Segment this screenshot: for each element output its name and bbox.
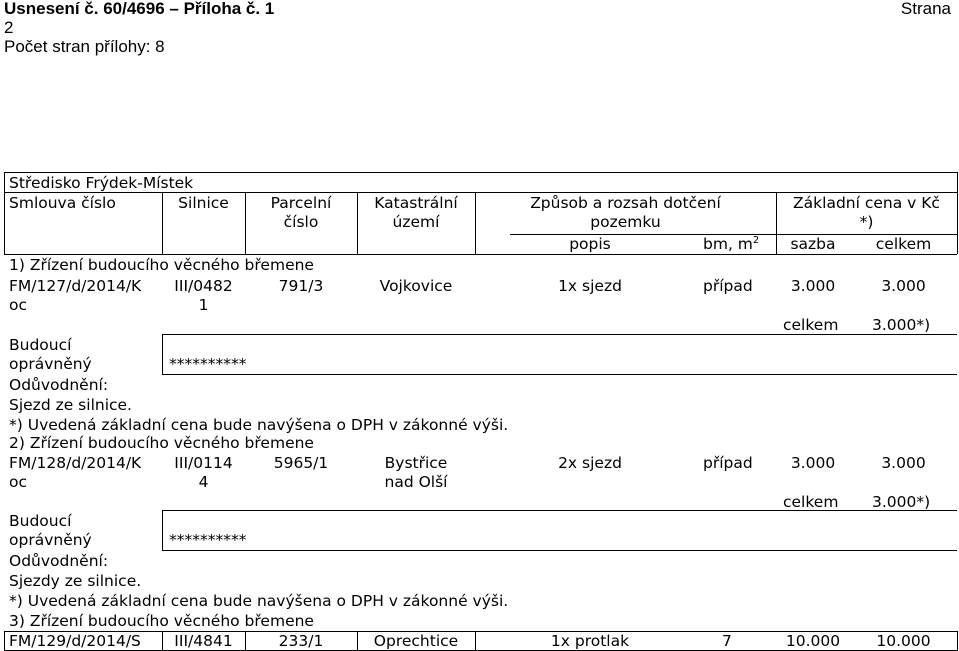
cadastral-area: Oprechtice (373, 632, 459, 650)
road-number: III/0482 (174, 277, 233, 295)
future-beneficiary-label: Budoucí (9, 512, 72, 530)
contract-number: FM/127/d/2014/K (9, 277, 142, 295)
sub-desc-header: popis (569, 235, 611, 253)
road-number-suffix: 1 (198, 296, 209, 314)
method-unit: případ (703, 277, 753, 295)
beneficiary-value: ********** (169, 355, 247, 373)
col-method-header: Způsob a rozsah dotčení (530, 194, 721, 212)
sum-label: celkem (783, 493, 839, 511)
price-total: 3.000 (881, 454, 926, 472)
col-price-header: Základní cena v Kč (793, 194, 940, 212)
future-beneficiary-label: Budoucí (9, 336, 72, 354)
col-price-header-2: *) (859, 213, 874, 231)
pages-total: Počet stran přílohy: 8 (4, 37, 165, 56)
cadastral-area-2: nad Olší (384, 473, 448, 491)
page-label: Strana (900, 0, 951, 18)
reason-text: Sjezdy ze silnice. (9, 572, 142, 590)
price-total: 10.000 (876, 632, 931, 650)
method-desc: 2x sjezd (558, 454, 622, 472)
reason-label: Odůvodnění: (9, 376, 109, 394)
contract-number-suffix: oc (9, 296, 28, 314)
parcel-number: 233/1 (278, 632, 324, 650)
reason-text: Sjezd ze silnice. (9, 396, 132, 414)
page-number: 2 (4, 18, 14, 37)
sum-value: 3.000*) (872, 316, 931, 334)
beneficiary-value: ********** (169, 531, 247, 549)
sub-unit-header: bm, $m^2$ (703, 234, 760, 253)
cadastral-area: Bystřice (384, 454, 448, 472)
price-total: 3.000 (881, 277, 926, 295)
section-heading: 2) Zřízení budoucího věcného břemene (9, 434, 314, 452)
price-rate: 10.000 (785, 632, 841, 650)
document-title: Usnesení č. 60/4696 – Příloha č. 1 (4, 0, 275, 18)
vat-note: *) Uvedená základní cena bude navýšena o DPH v zákonné výši. (9, 592, 509, 610)
col-cadastral-header-2: území (392, 213, 440, 231)
section-heading: 3) Zřízení budoucího věcného břemene (9, 612, 314, 630)
vat-note: *) Uvedená základní cena bude navýšena o DPH v zákonné výši. (9, 416, 509, 434)
road-number: III/0114 (174, 454, 233, 472)
sum-value: 3.000*) (872, 493, 931, 511)
contract-number: FM/129/d/2014/S (9, 632, 141, 650)
road-number: III/4841 (174, 632, 233, 650)
section-heading: 1) Zřízení budoucího věcného břemene (9, 256, 314, 274)
sub-total-header: celkem (875, 235, 932, 253)
road-number-suffix: 4 (198, 473, 209, 491)
method-desc: 1x sjezd (558, 277, 622, 295)
parcel-number: 791/3 (278, 277, 324, 295)
future-beneficiary-label-2: oprávněný (9, 355, 92, 373)
reason-label: Odůvodnění: (9, 552, 109, 570)
col-method-header-2: pozemku (590, 213, 661, 231)
future-beneficiary-label-2: oprávněný (9, 531, 92, 549)
sub-rate-header: sazba (790, 235, 836, 253)
col-road-header: Silnice (178, 194, 229, 212)
col-parcel-header: Parcelní (270, 194, 332, 212)
method-unit: 7 (722, 632, 732, 650)
col-cadastral-header: Katastrální (374, 194, 458, 212)
method-desc: 1x protlak (550, 632, 630, 650)
sum-label: celkem (783, 316, 839, 334)
cadastral-area: Vojkovice (379, 277, 453, 295)
contract-number: FM/128/d/2014/K (9, 454, 142, 472)
method-unit: případ (703, 454, 753, 472)
price-rate: 3.000 (790, 277, 836, 295)
center-name: Středisko Frýdek-Místek (9, 174, 194, 192)
parcel-number: 5965/1 (273, 454, 329, 472)
contract-number-suffix: oc (9, 473, 28, 491)
col-contract-header: Smlouva číslo (9, 194, 116, 212)
col-parcel-header-2: číslo (283, 213, 319, 231)
price-rate: 3.000 (790, 454, 836, 472)
